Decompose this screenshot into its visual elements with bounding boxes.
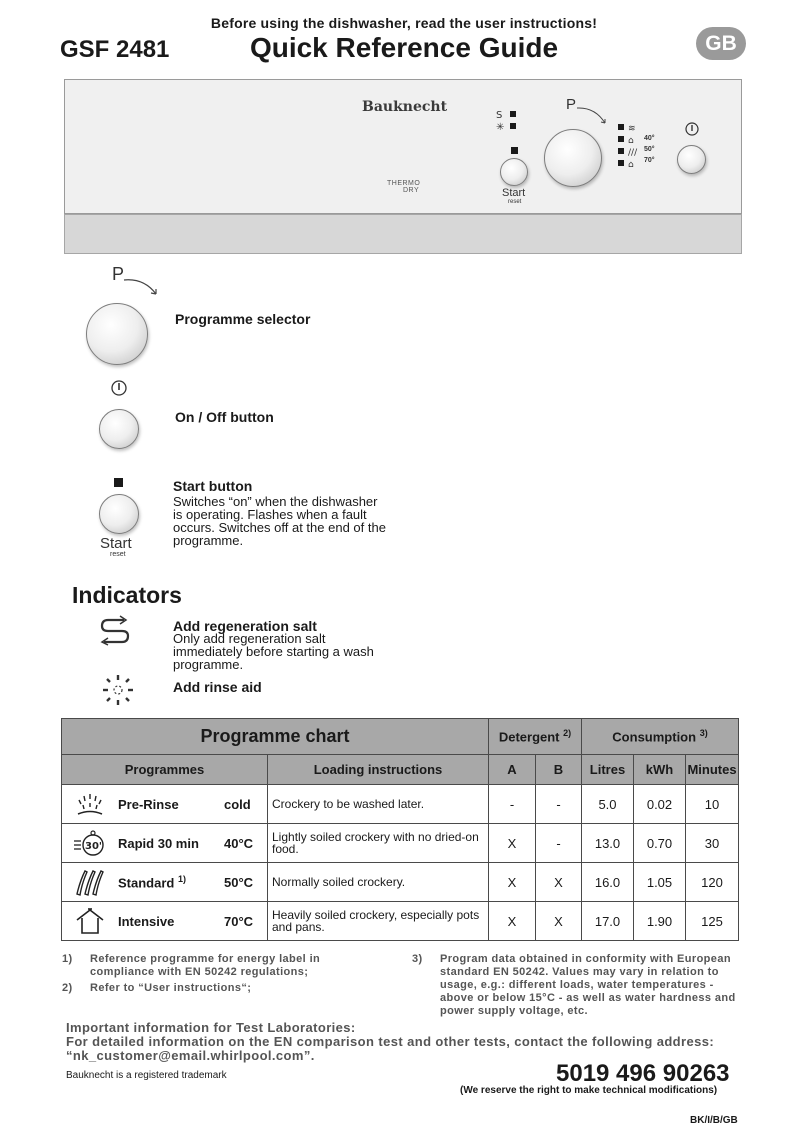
programme-temp: 50°C (224, 874, 254, 890)
kwh-cell: 0.02 (634, 785, 686, 824)
panel-start-button[interactable] (500, 158, 528, 186)
loading-cell: Normally soiled crockery. (268, 863, 489, 902)
col-loading: Loading instructions (268, 755, 489, 785)
chart-title: Programme chart (62, 719, 489, 755)
consumption-header (582, 719, 739, 755)
test-lab-info (66, 1021, 714, 1063)
panel-temp-50: 50° (644, 146, 655, 153)
detergent-label: Detergent (498, 729, 560, 745)
reserve-note: (We reserve the right to make technical modifications) (460, 1085, 718, 1096)
loading-cell: Heavily soiled crockery, especially pots and pans. (268, 902, 489, 941)
start-led-icon (114, 478, 123, 487)
minutes-cell: 30 (686, 824, 739, 863)
panel-power-icon (684, 121, 700, 137)
trademark-note: Bauknecht is a registered trademark (66, 1070, 227, 1081)
footnote-text: Reference programme for energy label in compliance with EN 50242 regulations; (90, 953, 321, 978)
kwh-cell: 1.90 (634, 902, 686, 941)
thermo-dry-logo (387, 180, 420, 194)
indicators-heading: Indicators (72, 582, 182, 608)
detergent-b-cell: - (536, 785, 582, 824)
minutes-cell: 125 (686, 902, 739, 941)
selector-p-label: P (112, 264, 125, 284)
table-row (62, 785, 739, 824)
table-row (62, 824, 739, 863)
thermo-line-1: THERMO (387, 180, 421, 187)
programme-cell (62, 902, 268, 941)
programme-cell (62, 863, 268, 902)
programme-name: Rapid 30 min (118, 835, 199, 851)
detergent-footnote-ref: 2) (563, 728, 572, 739)
programme-name: Intensive (118, 913, 175, 929)
salt-description: Only add regeneration salt immediately before starting a wash programme. (173, 631, 374, 672)
litres-cell: 5.0 (582, 785, 634, 824)
programme-selector-knob (86, 303, 148, 365)
reset-label: reset (110, 551, 126, 558)
door-strip (64, 214, 742, 254)
warning-text: Before using the dishwasher, read the user instructions! (210, 15, 598, 31)
footnote-2 (62, 982, 362, 995)
document-code: BK/I/B/GB (690, 1115, 738, 1126)
programme-name-text: Standard (118, 875, 175, 891)
rinse-aid-title: Add rinse aid (173, 679, 262, 695)
minutes-cell: 10 (686, 785, 739, 824)
on-off-button-illustration (99, 409, 139, 449)
footnote-number: 3) (412, 953, 423, 965)
detergent-a-cell: - (489, 785, 536, 824)
rapid-30-icon (73, 829, 107, 857)
detergent-a-cell: X (489, 902, 536, 941)
col-litres: Litres (582, 755, 634, 785)
lab-line-2: For detailed information on the EN comparison test and other tests, contact the following address: (66, 1034, 715, 1049)
programme-selector-label: Programme selector (175, 311, 311, 327)
programme-name: Pre-Rinse (118, 796, 179, 812)
kwh-cell: 0.70 (634, 824, 686, 863)
svg-text:≋: ≋ (628, 124, 636, 134)
document-number: 5019 496 90263 (556, 1060, 730, 1087)
intensive-icon (74, 906, 106, 936)
table-row (62, 863, 739, 902)
litres-cell: 13.0 (582, 824, 634, 863)
power-icon (110, 379, 128, 397)
loading-cell: Crockery to be washed later. (268, 785, 489, 824)
programme-cell (62, 785, 268, 824)
on-off-label: On / Off button (175, 409, 274, 425)
panel-salt-rinse-indicators (496, 108, 520, 132)
pre-rinse-icon (75, 791, 105, 817)
panel-on-off-button[interactable] (677, 145, 706, 174)
footnote-text: Program data obtained in conformity with European standard EN 50242. Values may vary in relation to usage, e.g.: different loads, water temperatures - above or below 15°C - as well as water hardness and power supply voltage, etc. (440, 953, 736, 1017)
col-kwh: kWh (634, 755, 686, 785)
model-number: GSF 2481 (60, 36, 170, 63)
lab-line-1: Important information for Test Laboratories: (66, 1020, 356, 1035)
col-b: B (536, 755, 582, 785)
panel-programme-selector-knob[interactable] (544, 129, 602, 187)
programme-name (118, 874, 224, 890)
col-programmes: Programmes (62, 755, 268, 785)
detergent-header (489, 719, 582, 755)
detergent-a-cell: X (489, 824, 536, 863)
salt-title: Add regeneration salt (173, 618, 317, 634)
detergent-b-cell: X (536, 863, 582, 902)
panel-p-label: P (566, 96, 577, 113)
selector-arrow-icon (122, 274, 162, 300)
footnote-number: 2) (62, 982, 73, 994)
panel-arrow-icon (575, 103, 611, 129)
svg-text:S: S (496, 110, 503, 121)
consumption-footnote-ref: 3) (699, 728, 708, 739)
page-title: Quick Reference Guide (249, 32, 559, 63)
country-badge: GB (696, 27, 746, 60)
lab-email: “nk_customer@email.whirlpool.com”. (66, 1048, 315, 1063)
start-button-description: Switches “on” when the dishwasher is operating. Flashes when a fault occurs. Switches off at the end of the programme. (173, 494, 386, 548)
standard-icon (74, 867, 106, 897)
panel-reset-label: reset (508, 199, 522, 205)
brand-logo: Bauknecht (362, 99, 448, 115)
consumption-label: Consumption (612, 729, 697, 745)
detergent-b-cell: - (536, 824, 582, 863)
svg-text:✳: ✳ (496, 122, 505, 132)
footnote-3 (412, 953, 742, 1018)
programme-chart-table (61, 718, 739, 941)
minutes-cell: 120 (686, 863, 739, 902)
thermo-line-2: DRY (403, 187, 420, 194)
programme-cell (62, 824, 268, 863)
programme-temp: 40°C (224, 835, 254, 851)
footnote-text: Refer to “User instructions“; (90, 982, 252, 994)
loading-cell: Lightly soiled crockery with no dried-on food. (268, 824, 489, 863)
start-button-illustration (99, 494, 139, 534)
footnote-1 (62, 953, 362, 979)
panel-start-led (511, 147, 518, 154)
rinse-aid-icon (100, 673, 136, 707)
programme-temp: cold (224, 796, 251, 812)
start-label: Start (100, 535, 132, 552)
start-button-title: Start button (173, 478, 253, 494)
svg-text:⌂: ⌂ (628, 136, 634, 146)
svg-text:⌂: ⌂ (628, 160, 634, 169)
footnote-ref: 1) (177, 873, 186, 884)
regeneration-salt-icon (98, 614, 134, 646)
svg-text:30': 30' (85, 841, 102, 852)
litres-cell: 16.0 (582, 863, 634, 902)
kwh-cell: 1.05 (634, 863, 686, 902)
col-minutes: Minutes (686, 755, 739, 785)
programme-temp: 70°C (224, 913, 254, 929)
detergent-a-cell: X (489, 863, 536, 902)
svg-text:///: /// (628, 148, 638, 158)
detergent-b-cell: X (536, 902, 582, 941)
col-a: A (489, 755, 536, 785)
footnote-number: 1) (62, 953, 73, 965)
panel-temp-40: 40° (644, 135, 655, 142)
table-row (62, 902, 739, 941)
litres-cell: 17.0 (582, 902, 634, 941)
panel-start-label: Start (502, 187, 526, 199)
panel-temp-70: 70° (644, 157, 655, 164)
